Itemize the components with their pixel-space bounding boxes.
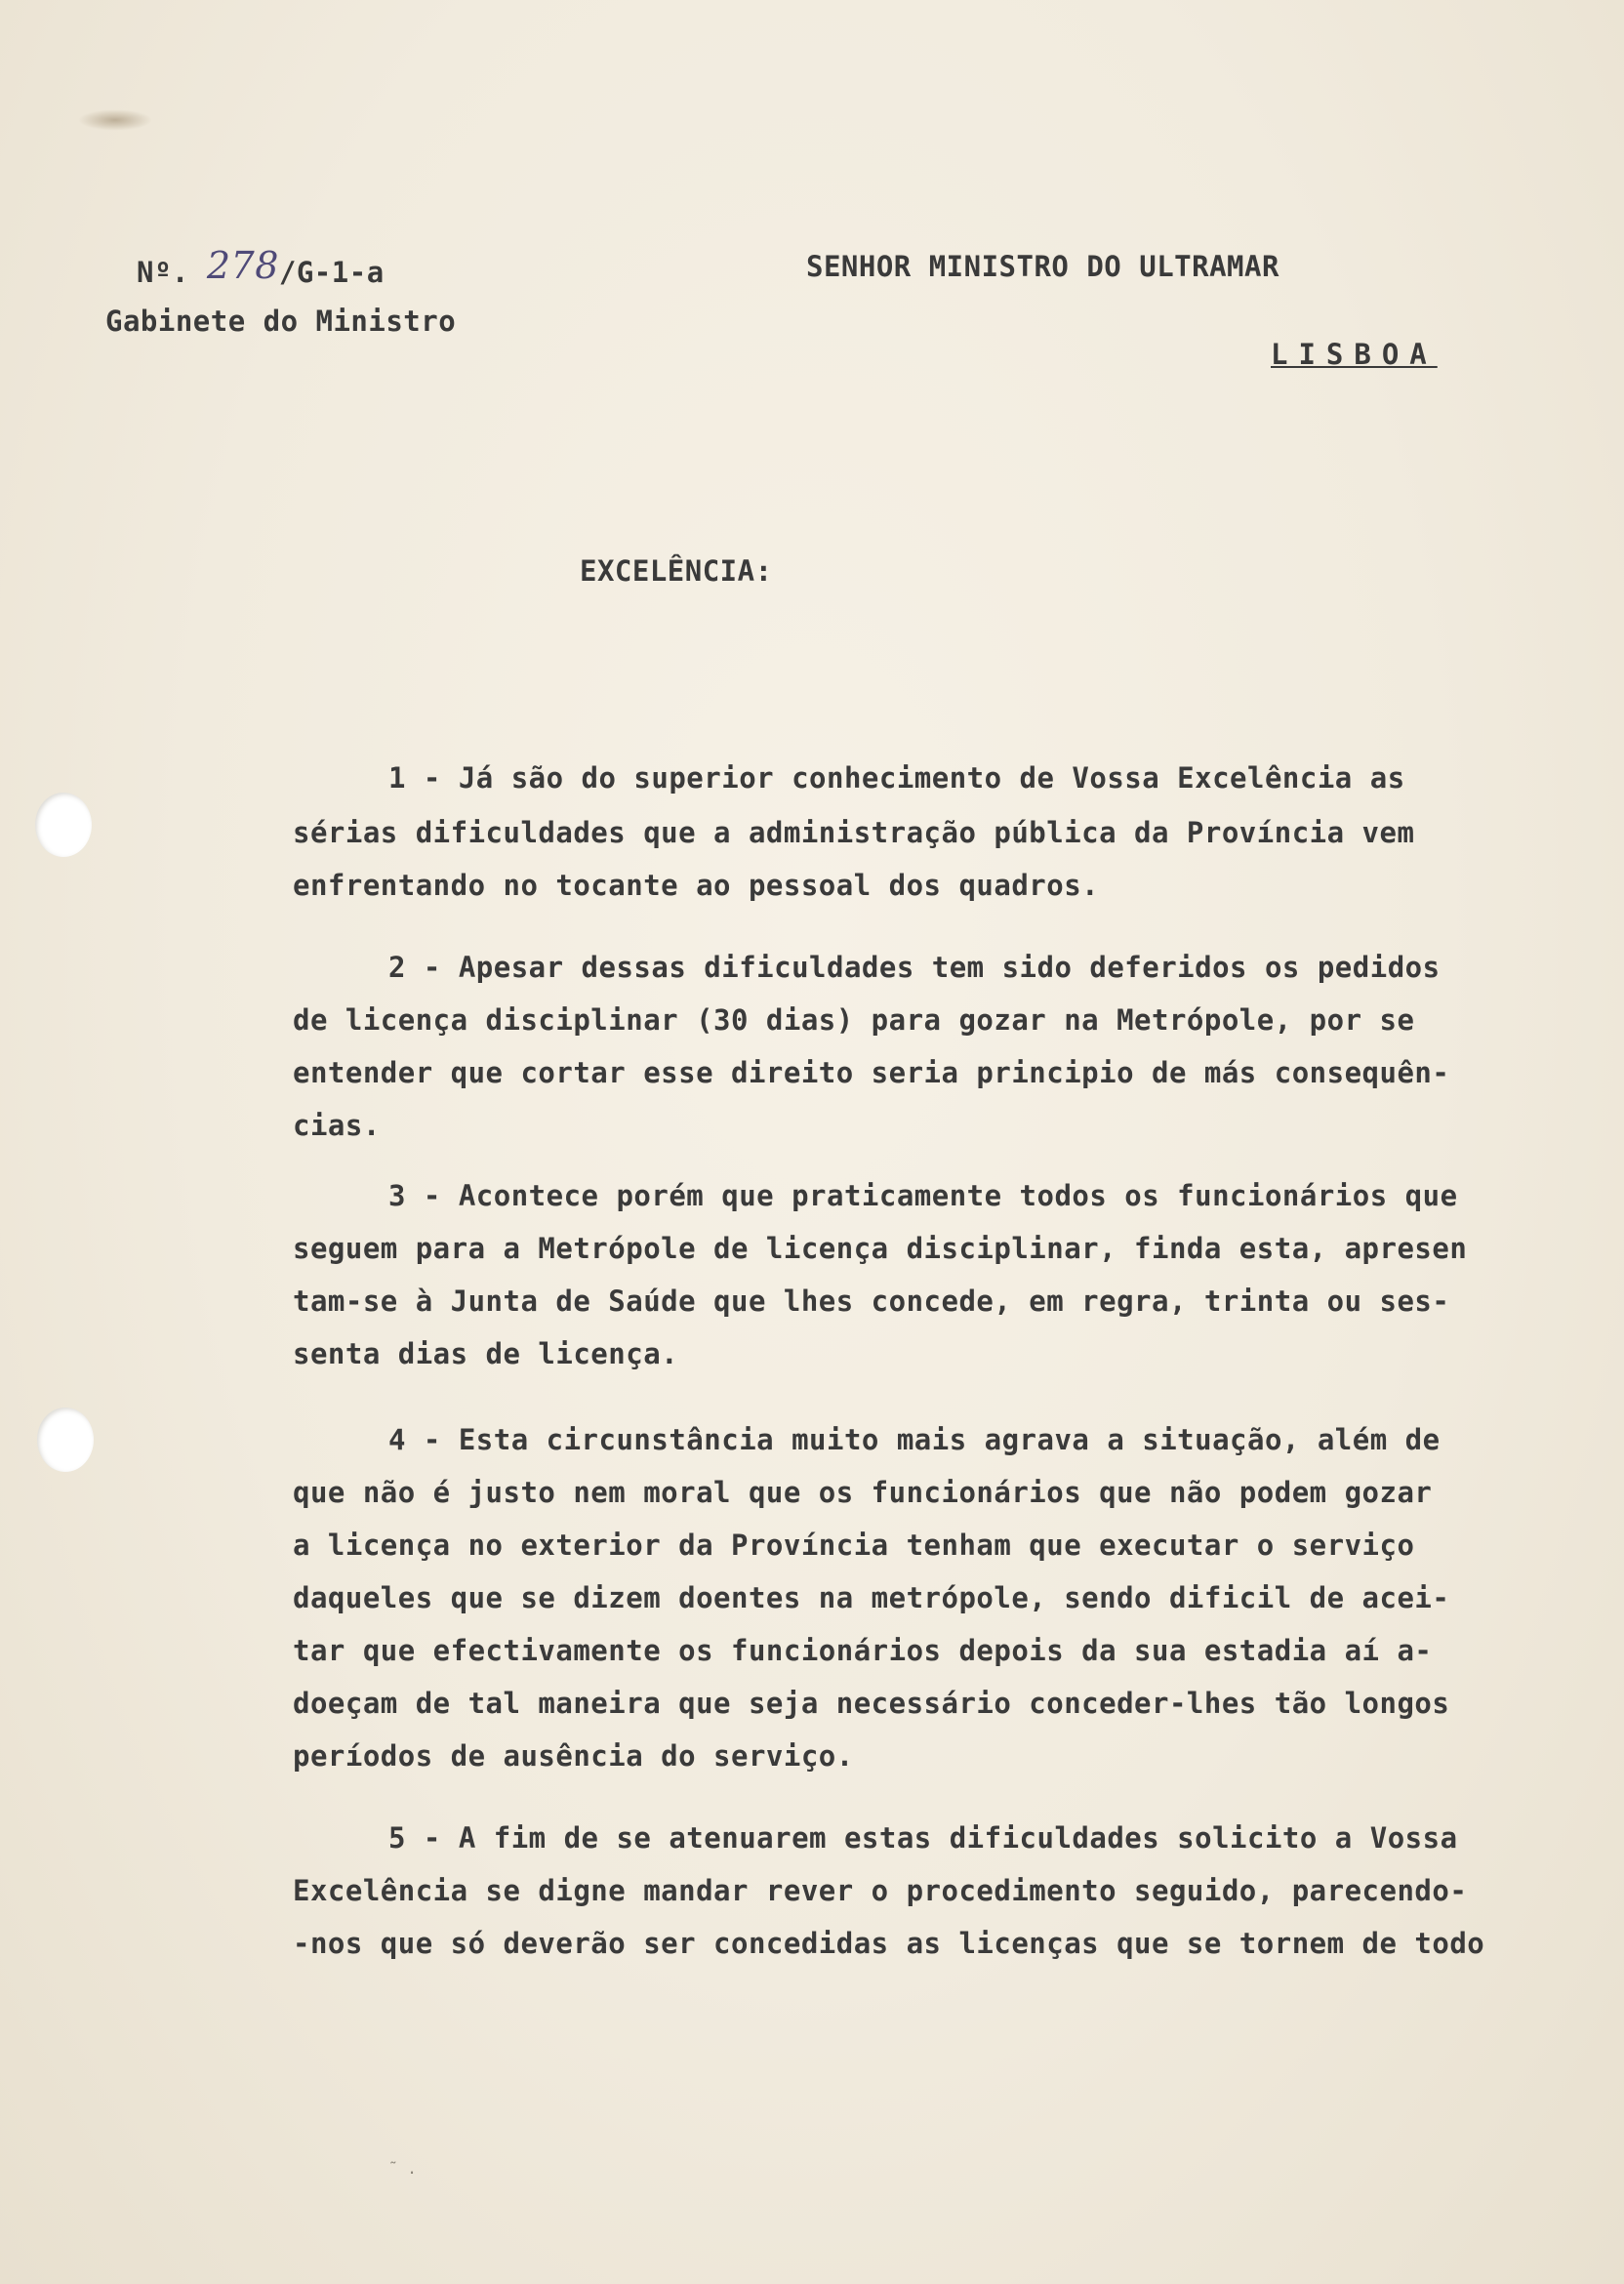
paragraph-4-line-2: que não é justo nem moral que os funcionários que não podem gozar [293,1476,1433,1509]
paragraph-4-line-5: tar que efectivamente os funcionários depois da sua estadia aí a- [293,1634,1433,1667]
paragraph-4-line-4: daqueles que se dizem doentes na metrópole, sendo dificil de acei- [293,1581,1450,1614]
paragraph-2-line-3: entender que cortar esse direito seria principio de más consequên- [293,1056,1450,1089]
paper-speck: ˜ . [388,2159,417,2178]
reference-suffix: /G-1-a [278,256,385,289]
paragraph-1-line-2: sérias dificuldades que a administração pública da Província vem [293,816,1415,849]
paragraph-4-line-3: a licença no exterior da Província tenham que executar o serviço [293,1529,1415,1562]
paragraph-3-line-1: 3 - Acontece porém que praticamente todos os funcionários que [388,1179,1458,1212]
salutation: EXCELÊNCIA: [580,554,773,588]
paragraph-1-line-3: enfrentando no tocante ao pessoal dos quadros. [293,869,1100,902]
recipient-line: SENHOR MINISTRO DO ULTRAMAR [806,250,1279,283]
paragraph-3-line-2: seguem para a Metrópole de licença disciplinar, finda esta, apresen [293,1232,1468,1265]
paragraph-3-line-3: tam-se à Junta de Saúde que lhes concede, em regra, trinta ou ses- [293,1285,1450,1318]
paragraph-2-line-2: de licença disciplinar (30 dias) para gozar na Metrópole, por se [293,1003,1415,1037]
punch-hole [37,1407,94,1472]
paragraph-2-line-4: cias. [293,1109,381,1142]
city-line: LISBOA [1271,338,1438,371]
paragraph-5-line-3: -nos que só deverão ser concedidas as licenças que se tornem de todo [293,1927,1485,1960]
paragraph-3-line-4: senta dias de licença. [293,1337,679,1370]
office-name: Gabinete do Ministro [105,305,457,338]
handwritten-reference: 278 [206,244,279,287]
punch-hole [35,793,92,857]
paragraph-4-line-7: períodos de ausência do serviço. [293,1739,854,1773]
paragraph-1-line-1: 1 - Já são do superior conhecimento de Vossa Excelência as [388,761,1405,795]
reference-number [137,244,385,291]
paragraph-4-line-6: doeçam de tal maneira que seja necessário conceder-lhes tão longos [293,1687,1450,1720]
ink-smudge [78,109,152,131]
paragraph-2-line-1: 2 - Apesar dessas dificuldades tem sido deferidos os pedidos [388,951,1441,984]
paragraph-5-line-2: Excelência se digne mandar rever o procedimento seguido, parecendo- [293,1874,1468,1907]
reference-prefix: Nº. [137,256,189,289]
paragraph-4-line-1: 4 - Esta circunstância muito mais agrava a situação, além de [388,1423,1441,1456]
paragraph-5-line-1: 5 - A fim de se atenuarem estas dificuldades solicito a Vossa [388,1821,1458,1855]
